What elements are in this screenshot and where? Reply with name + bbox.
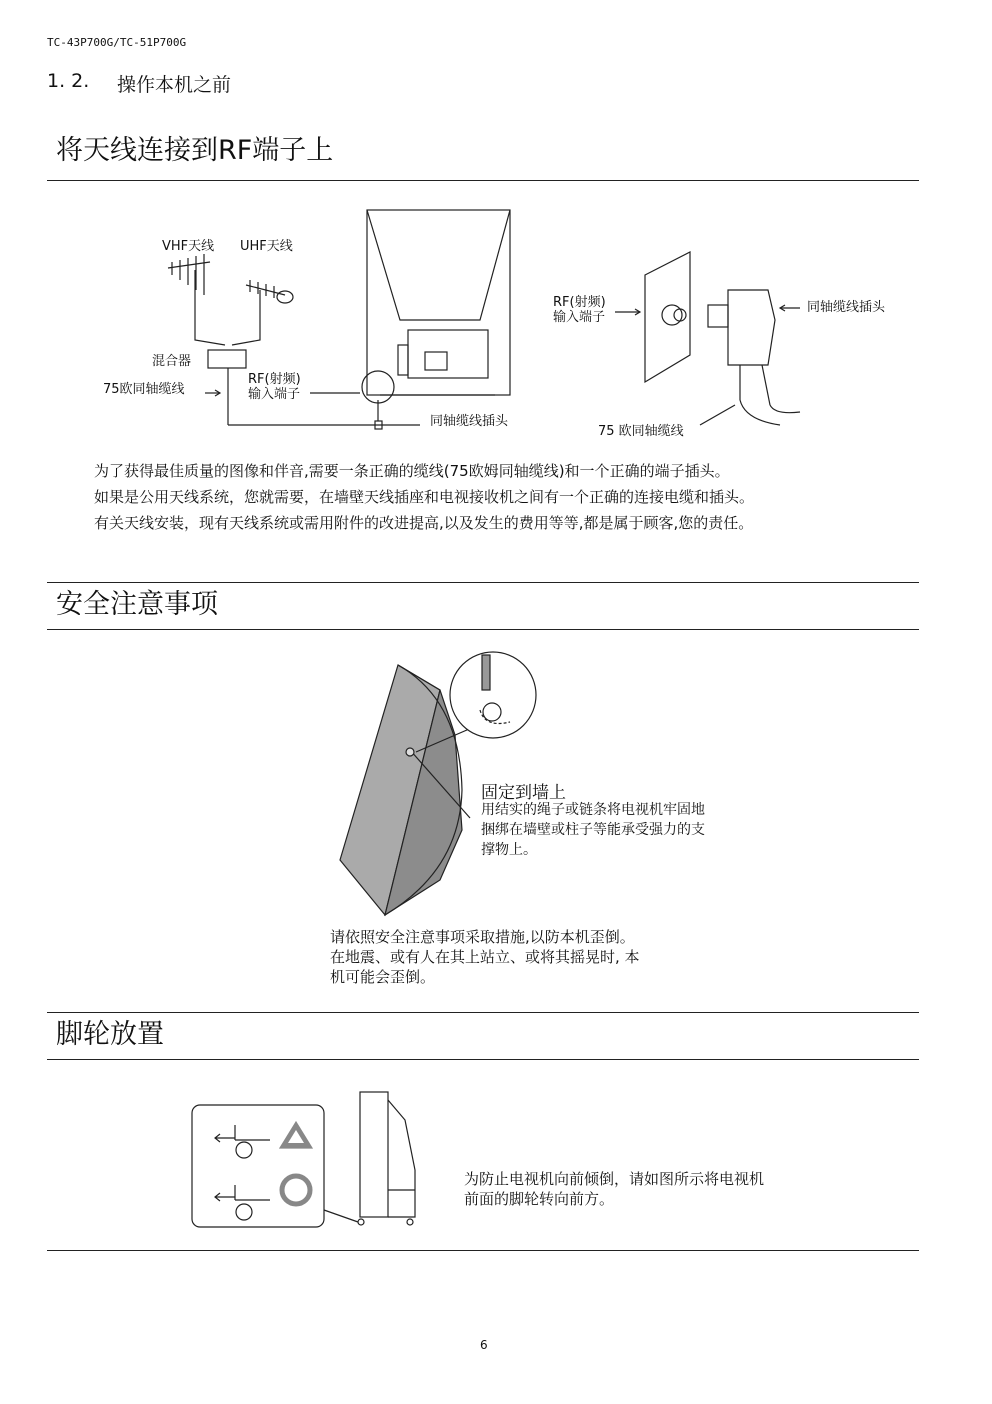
- caster-note-line-2: 前面的脚轮转向前方。: [464, 1190, 615, 1208]
- antenna-paragraph-line-3: 有关天线安装，现有天线系统或需用附件的改进提高,以及发生的费用等等,都是属于顾客,您的责任。: [94, 514, 754, 532]
- rf-input-label-line2: 输入端子: [248, 387, 301, 402]
- coax-plug-detail-label: 同轴缆线插头: [807, 300, 886, 315]
- vhf-antenna-label: VHF天线: [162, 239, 215, 254]
- divider: [47, 1250, 919, 1251]
- safety-warning-line-2: 在地震、或有人在其上站立、或将其摇晃时, 本: [330, 948, 640, 966]
- wall-fix-line-1: 用结实的绳子或链条将电视机牢固地: [481, 802, 705, 818]
- rf-input-detail-label-line2: 输入端子: [553, 310, 606, 325]
- rf-input-detail-label-line1: RF(射频): [553, 295, 606, 310]
- caster-section-title: 脚轮放置: [56, 1019, 164, 1050]
- antenna-paragraph-line-1: 为了获得最佳质量的图像和伴音,需要一条正确的缆线(75欧姆同轴缆线)和一个正确的端子插头。: [94, 462, 730, 480]
- safety-warning-line-1: 请依照安全注意事项采取措施,以防本机歪倒。: [330, 928, 635, 946]
- antenna-paragraph-line-2: 如果是公用天线系统，您就需要，在墙壁天线插座和电视接收机之间有一个正确的连接电缆和插头。: [94, 488, 755, 506]
- caster-note-line-1: 为防止电视机向前倾倒，请如图所示将电视机: [464, 1170, 765, 1188]
- coax-plug-label: 同轴缆线插头: [430, 414, 509, 429]
- safety-warning-line-3: 机可能会歪倒。: [330, 968, 436, 986]
- wall-fix-line-2: 捆绑在墙壁或柱子等能承受强力的支: [481, 822, 705, 838]
- model-number: TC-43P700G/TC-51P700G: [47, 36, 187, 49]
- mixer-label: 混合器: [152, 354, 192, 369]
- cable-75-label: 75欧同轴缆线: [103, 382, 185, 397]
- cable-75-detail-label: 75 欧同轴缆线: [598, 424, 684, 439]
- page-number: 6: [480, 1338, 488, 1352]
- uhf-antenna-label: UHF天线: [240, 239, 293, 254]
- safety-section-title: 安全注意事项: [56, 589, 218, 620]
- section-title: 操作本机之前: [117, 74, 232, 96]
- wall-fix-title: 固定到墙上: [481, 783, 566, 803]
- antenna-section-title: 将天线连接到RF端子上: [56, 135, 334, 166]
- wall-fix-line-3: 撑物上。: [481, 842, 537, 858]
- section-number: 1. 2.: [47, 70, 90, 92]
- rf-input-label-line1: RF(射频): [248, 372, 301, 387]
